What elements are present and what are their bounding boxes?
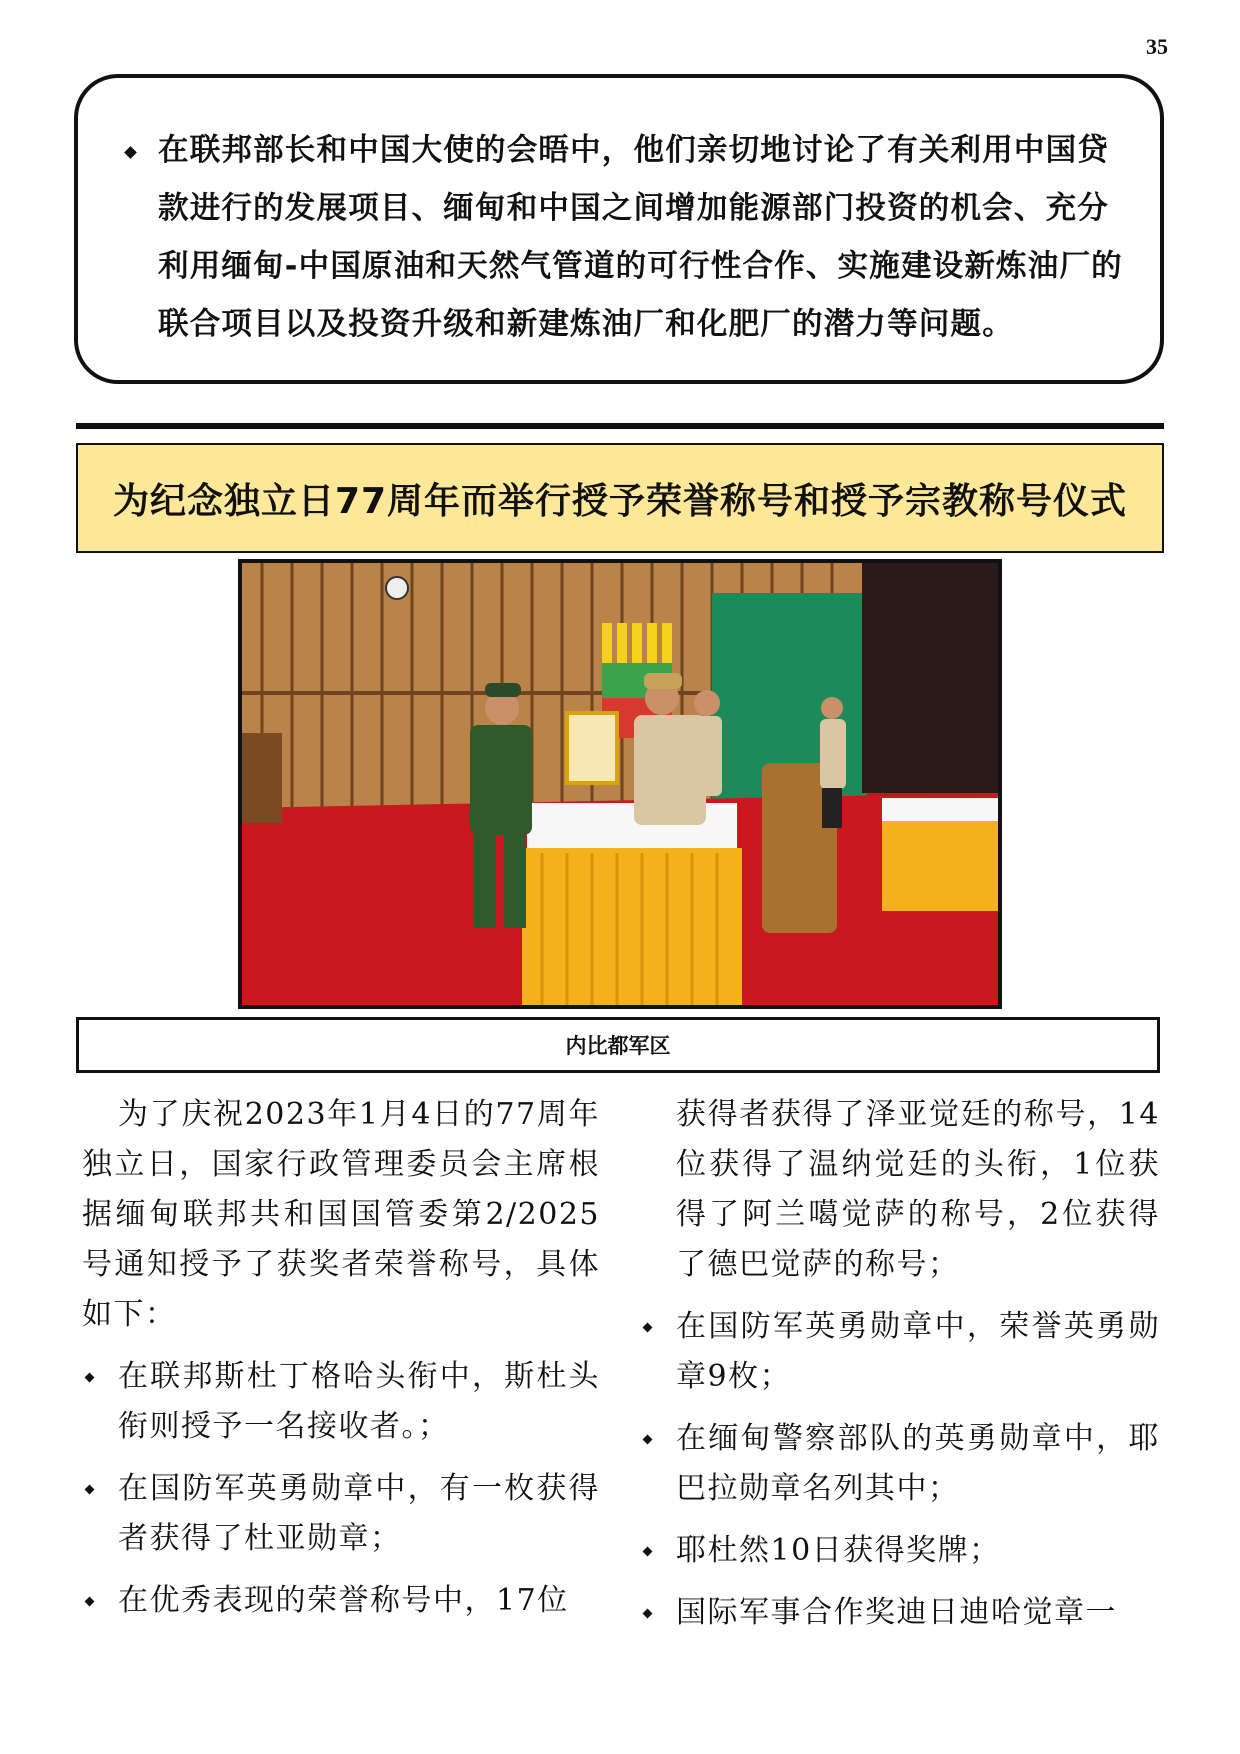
callout-bullet-item [126,122,1134,354]
diamond-bullet-icon [85,1373,95,1383]
list-item-text: 在缅甸警察部队的英勇勋章中，耶巴拉勋章名列其中； [676,1421,1160,1506]
list-item [640,1302,1160,1402]
list-item [82,1576,600,1626]
list-item-text: 国际军事合作奖迪日迪哈觉章一 [676,1595,1117,1630]
diamond-bullet-icon [124,146,137,159]
diamond-bullet-icon [85,1597,95,1607]
list-item-text: 在国防军英勇勋章中，有一枚获得者获得了杜亚勋章； [118,1471,600,1556]
section-title: 为纪念独立日77周年而举行授予荣誉称号和授予宗教称号仪式 [112,480,1128,522]
diamond-bullet-icon [643,1547,653,1557]
section-divider [76,423,1164,429]
ceremony-photo [238,559,1002,1009]
intro-paragraph: 为了庆祝2023年1月4日的77周年独立日，国家行政管理委员会主席根据缅甸联邦共和国国管委第2/2025号通知授予了获奖者荣誉称号，具体如下： [82,1097,600,1332]
list-item-text: 在联邦斯杜丁格哈头衔中，斯杜头衔则授予一名接收者。； [118,1359,600,1444]
photo-caption-box [76,1017,1160,1073]
list-item-text: 在优秀表现的荣誉称号中，17位 [118,1583,569,1618]
list-item-text: 耶杜然10日获得奖牌； [676,1533,1001,1568]
photo-caption: 内比都军区 [565,1034,671,1058]
left-column [82,1090,600,1626]
list-item [640,1526,1160,1576]
right-column [640,1090,1160,1638]
diamond-bullet-icon [643,1435,653,1445]
callout-text: 在联邦部长和中国大使的会晤中，他们亲切地讨论了有关利用中国贷款进行的发展项目、缅甸和中国之间增加能源部门投资的机会、充分利用缅甸-中国原油和天然气管道的可行性合作、实施建设新炼油厂的联合项目以及投资升级和新建炼油厂和化肥厂的潜力等问题。 [158,133,1123,342]
diamond-bullet-icon [643,1323,653,1333]
list-item [82,1464,600,1564]
list-item [640,1588,1160,1638]
page-number: 35 [1146,34,1168,59]
list-item-text: 在国防军英勇勋章中，荣誉英勇勋章9枚； [676,1309,1160,1394]
section-title-box [76,443,1164,553]
continuation-paragraph: 获得者获得了泽亚觉廷的称号，14位获得了温纳觉廷的头衔，1位获得了阿兰噶觉萨的称号，2位获得了德巴觉萨的称号； [676,1097,1160,1282]
list-item [640,1414,1160,1514]
list-item [82,1352,600,1452]
diamond-bullet-icon [643,1609,653,1619]
highlight-callout-box [74,74,1164,384]
diamond-bullet-icon [85,1485,95,1495]
